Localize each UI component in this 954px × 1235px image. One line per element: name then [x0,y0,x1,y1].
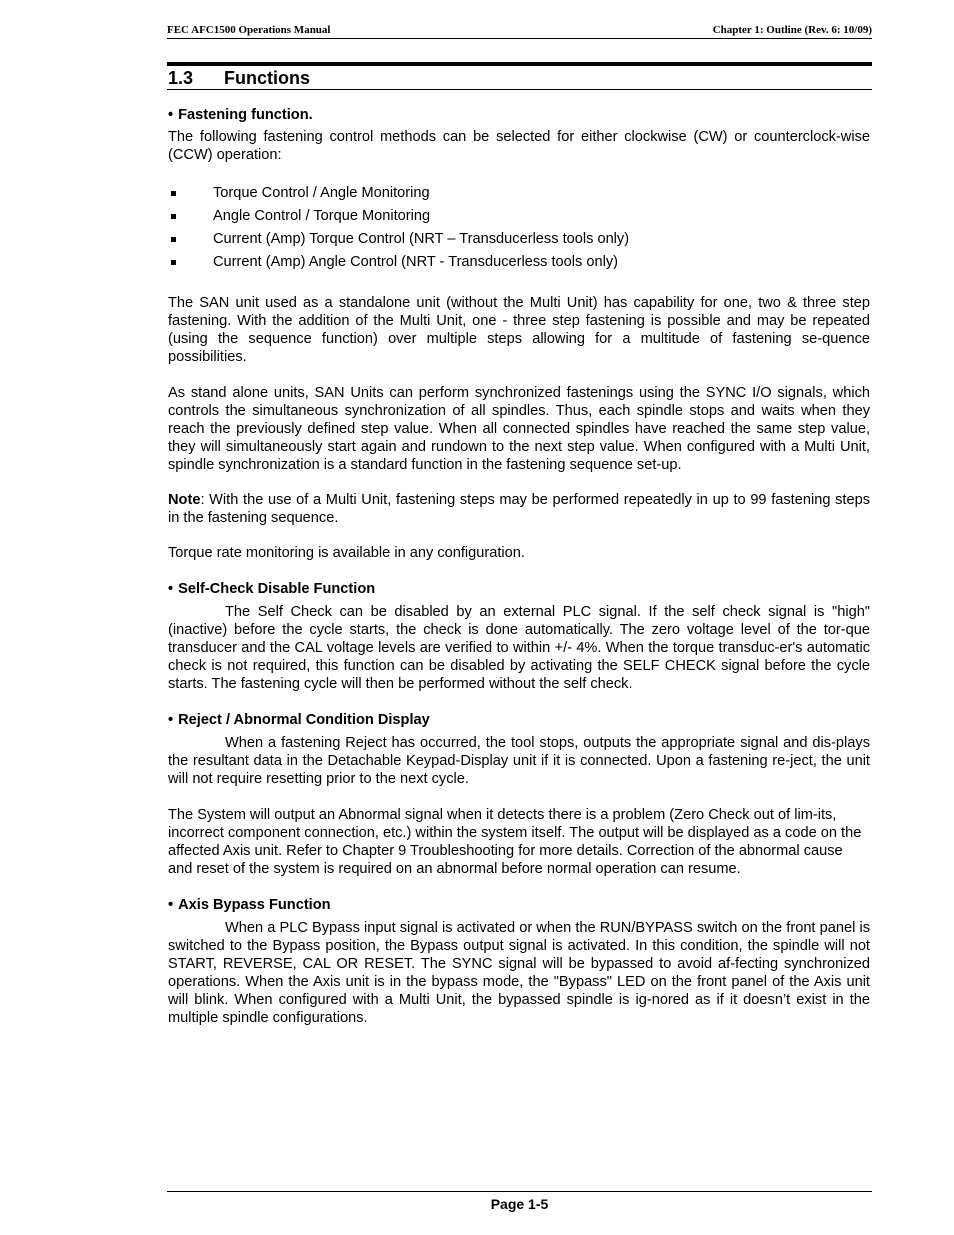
page-footer [167,1196,872,1212]
square-bullet-icon [171,191,176,196]
fastening-heading: • Fastening function. [168,107,313,123]
header-manual-title: FEC AFC1500 Operations Manual [167,24,331,36]
list-item: Current (Amp) Torque Control (NRT – Transducerless tools only) [168,228,870,251]
reject-heading: • Reject / Abnormal Condition Display [168,712,430,728]
page-body [168,106,870,1027]
methods-list [168,182,870,274]
list-item: Torque Control / Angle Monitoring [168,182,870,205]
header-chapter: Chapter 1: Outline (Rev. 6: 10/09) [712,24,872,36]
bullet-icon: • [168,581,174,597]
section-heading [167,67,872,90]
bullet-icon: • [168,107,174,123]
selfcheck-paragraph: The Self Check can be disabled by an external PLC signal. If the self check signal is "high" (inactive) before the cycle starts, the check is done automatically. The zero voltage level of the tor-que transducer and the CAL voltage levels are verified to within +/- 4%. When the torque transduc-er's automatic check is not required, this function can be disabled by activating the SELF CHECK signal before the cycle starts. The fastening cycle will then be performed without the self check. [168,604,870,692]
footer-rule [167,1191,872,1192]
list-item: Current (Amp) Angle Control (NRT - Transducerless tools only) [168,251,870,274]
page-number: Page 1-5 [490,1196,549,1212]
square-bullet-icon [171,237,176,242]
section-title: Functions [224,68,310,88]
torque-rate-paragraph: Torque rate monitoring is available in any configuration. [168,545,525,561]
page-header [167,22,872,39]
sync-paragraph: As stand alone units, SAN Units can perform synchronized fastenings using the SYNC I/O signals, which controls the simultaneous synchronization of all spindles. Thus, each spindle stops and waits when they reach the previously defined step value. When all connected spindles have reached the same step value, they will simultaneously start again and rundown to the next step value. When configured with a Multi Unit, spindle synchronization is a standard function in the fastening sequence set-up. [168,385,870,473]
bypass-heading: • Axis Bypass Function [168,897,331,913]
reject-paragraph: When a fastening Reject has occurred, the tool stops, outputs the appropriate signal and dis-plays the resultant data in the Detachable Keypad-Display unit if it is connected. Upon a fastening re-ject, the unit will not require resetting prior to the next cycle. [168,735,870,787]
note-paragraph [168,491,870,527]
note-label: Note [168,492,201,508]
square-bullet-icon [171,214,176,219]
section-rule [167,62,872,66]
bullet-icon: • [168,897,174,913]
abnormal-paragraph: The System will output an Abnormal signal when it detects there is a problem (Zero Check out of lim-its, incorrect component connection, etc.) within the system itself. The output will be displayed as a code on the affected Axis unit. Refer to Chapter 9 Troubleshooting for more details. Correction of the abnormal cause and reset of the system is required on an abnormal before normal operation can resume. [168,807,862,877]
note-text: : With the use of a Multi Unit, fastening steps may be performed repeatedly in up to 99 fastening steps in the fastening sequence. [168,492,870,526]
san-standalone-paragraph: The SAN unit used as a standalone unit (without the Multi Unit) has capability for one, two & three step fastening. With the addition of the Multi Unit, one - three step fastening is possible and may be repeated (using the sequence function) over multiple steps allowing for a multitude of fastening se-quence possibilities. [168,295,870,365]
bypass-paragraph: When a PLC Bypass input signal is activated or when the RUN/BYPASS switch on the front panel is switched to the Bypass position, the Bypass output signal is activated. In this condition, the spindle will not START, REVERSE, CAL OR RESET. The SYNC signal will be bypassed to avoid af-fecting synchronized operations. When the Axis unit is in the bypass mode, the "Bypass" LED on the front panel of the Axis unit will blink. When configured with a Multi Unit, the bypassed spindle is ig-nored as if it doesn’t exist in the multiple spindle configurations. [168,920,870,1026]
square-bullet-icon [171,260,176,265]
selfcheck-heading: • Self-Check Disable Function [168,581,376,597]
list-item: Angle Control / Torque Monitoring [168,205,870,228]
bullet-icon: • [168,712,174,728]
section-number: 1.3 [168,68,194,88]
fastening-intro: The following fastening control methods can be selected for either clockwise (CW) or counterclock-wise (CCW) operation: [168,129,870,163]
